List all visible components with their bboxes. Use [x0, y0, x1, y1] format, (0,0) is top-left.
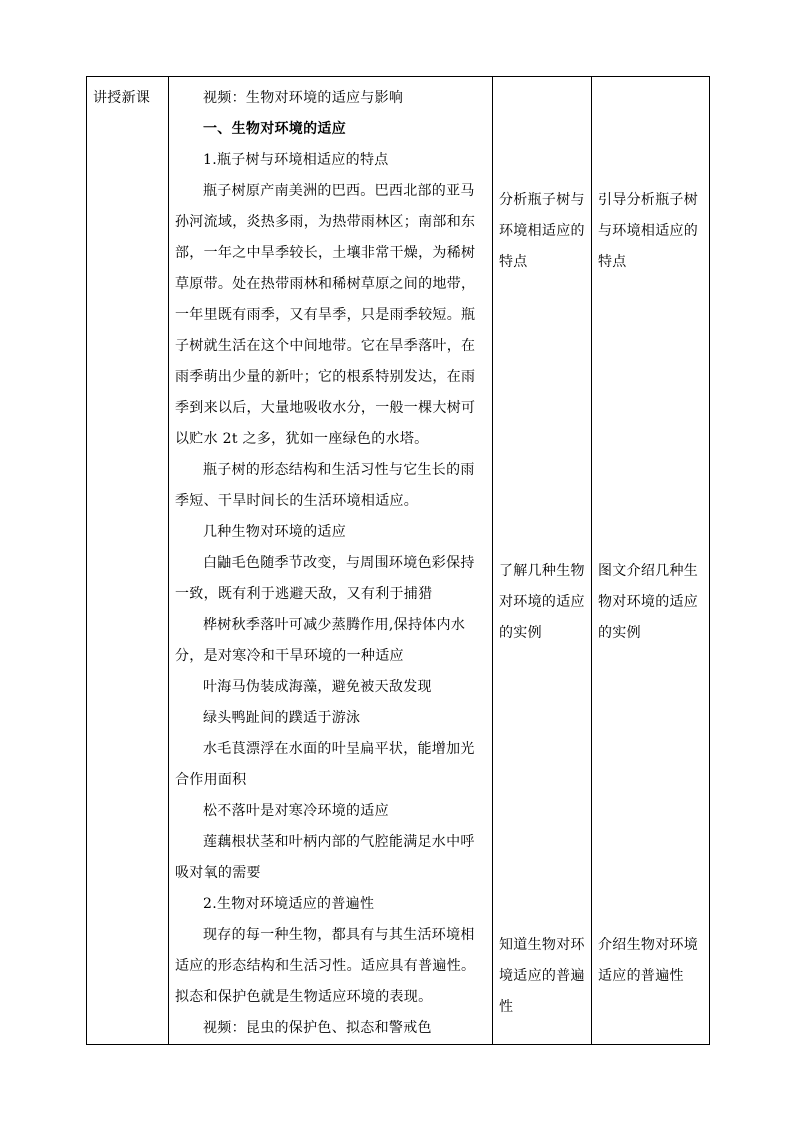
- example-seadragon: 叶海马伪装成海藻，避免被天敌发现: [203, 679, 432, 695]
- student-activity-1: 分析瓶子树与环境相适应的特点: [499, 192, 585, 270]
- content-cell: [169, 77, 493, 1045]
- subheading-universality: 2.生物对环境适应的普遍性: [203, 896, 375, 912]
- student-activity-2: 了解几种生物对环境的适应的实例: [499, 563, 585, 641]
- student-activity-cell: [493, 77, 592, 1045]
- teacher-activity-1: 引导分析瓶子树与环境相适应的特点: [598, 192, 699, 270]
- section-label-cell: [87, 77, 169, 1045]
- example-water-crowfoot: 水毛茛漂浮在水面的叶呈扁平状，能增加光合作用面积: [175, 741, 475, 788]
- section-label: 讲授新课: [93, 90, 151, 106]
- lesson-plan-table: [86, 76, 710, 1045]
- subheading-bottle-tree: 1.瓶子树与环境相适应的特点: [203, 152, 389, 168]
- paragraph-bottle-tree-summary: 瓶子树的形态结构和生活习性与它生长的雨季短、干旱时间长的生活环境相适应。: [175, 462, 475, 509]
- teacher-activity-2: 图文介绍几种生物对环境的适应的实例: [598, 563, 699, 641]
- example-lotus: 莲藕根状茎和叶柄内部的气腔能满足水中呼吸对氧的需要: [175, 834, 475, 881]
- paragraph-universality: 现存的每一种生物，都具有与其生活环境相适应的形态结构和生活习性。适应具有普遍性。拟态和保护色就是生物适应环境的表现。: [175, 927, 476, 1005]
- example-stoat: 白鼬毛色随季节改变，与周围环境色彩保持一致，既有利于逃避天敌，又有利于捕猎: [175, 555, 475, 602]
- teacher-activity-cell: [592, 77, 710, 1045]
- example-birch: 桦树秋季落叶可减少蒸腾作用,保持体内水分，是对寒冷和干旱环境的一种适应: [175, 617, 466, 664]
- video-line-1: 视频：生物对环境的适应与影响: [203, 90, 404, 106]
- example-mallard: 绿头鸭趾间的蹼适于游泳: [203, 710, 361, 726]
- video-line-2: 视频：昆虫的保护色、拟态和警戒色: [203, 1020, 432, 1036]
- subheading-examples: 几种生物对环境的适应: [203, 524, 346, 540]
- table-row: [87, 77, 710, 1045]
- example-pine: 松不落叶是对寒冷环境的适应: [203, 803, 389, 819]
- paragraph-bottle-tree: 瓶子树原产南美洲的巴西。巴西北部的亚马孙河流域，炎热多雨，为热带雨林区；南部和东部，一年之中旱季较长，土壤非常干燥，为稀树草原带。处在热带雨林和稀树草原之间的地带，一年里既有雨季，又有旱季，只是雨季较短。瓶子树就生活在这个中间地带。它在旱季落叶，在雨季萌出少量的新叶；它的根系特别发达，在雨季到来以后，大量地吸收水分，一般一棵大树可以贮水 2t 之多，犹如一座绿色的水塔。: [175, 183, 476, 447]
- teacher-activity-3: 介绍生物对环境适应的普遍性: [598, 937, 699, 984]
- student-activity-3: 知道生物对环境适应的普遍性: [499, 937, 585, 1015]
- heading-adaptation: 一、生物对环境的适应: [203, 121, 346, 137]
